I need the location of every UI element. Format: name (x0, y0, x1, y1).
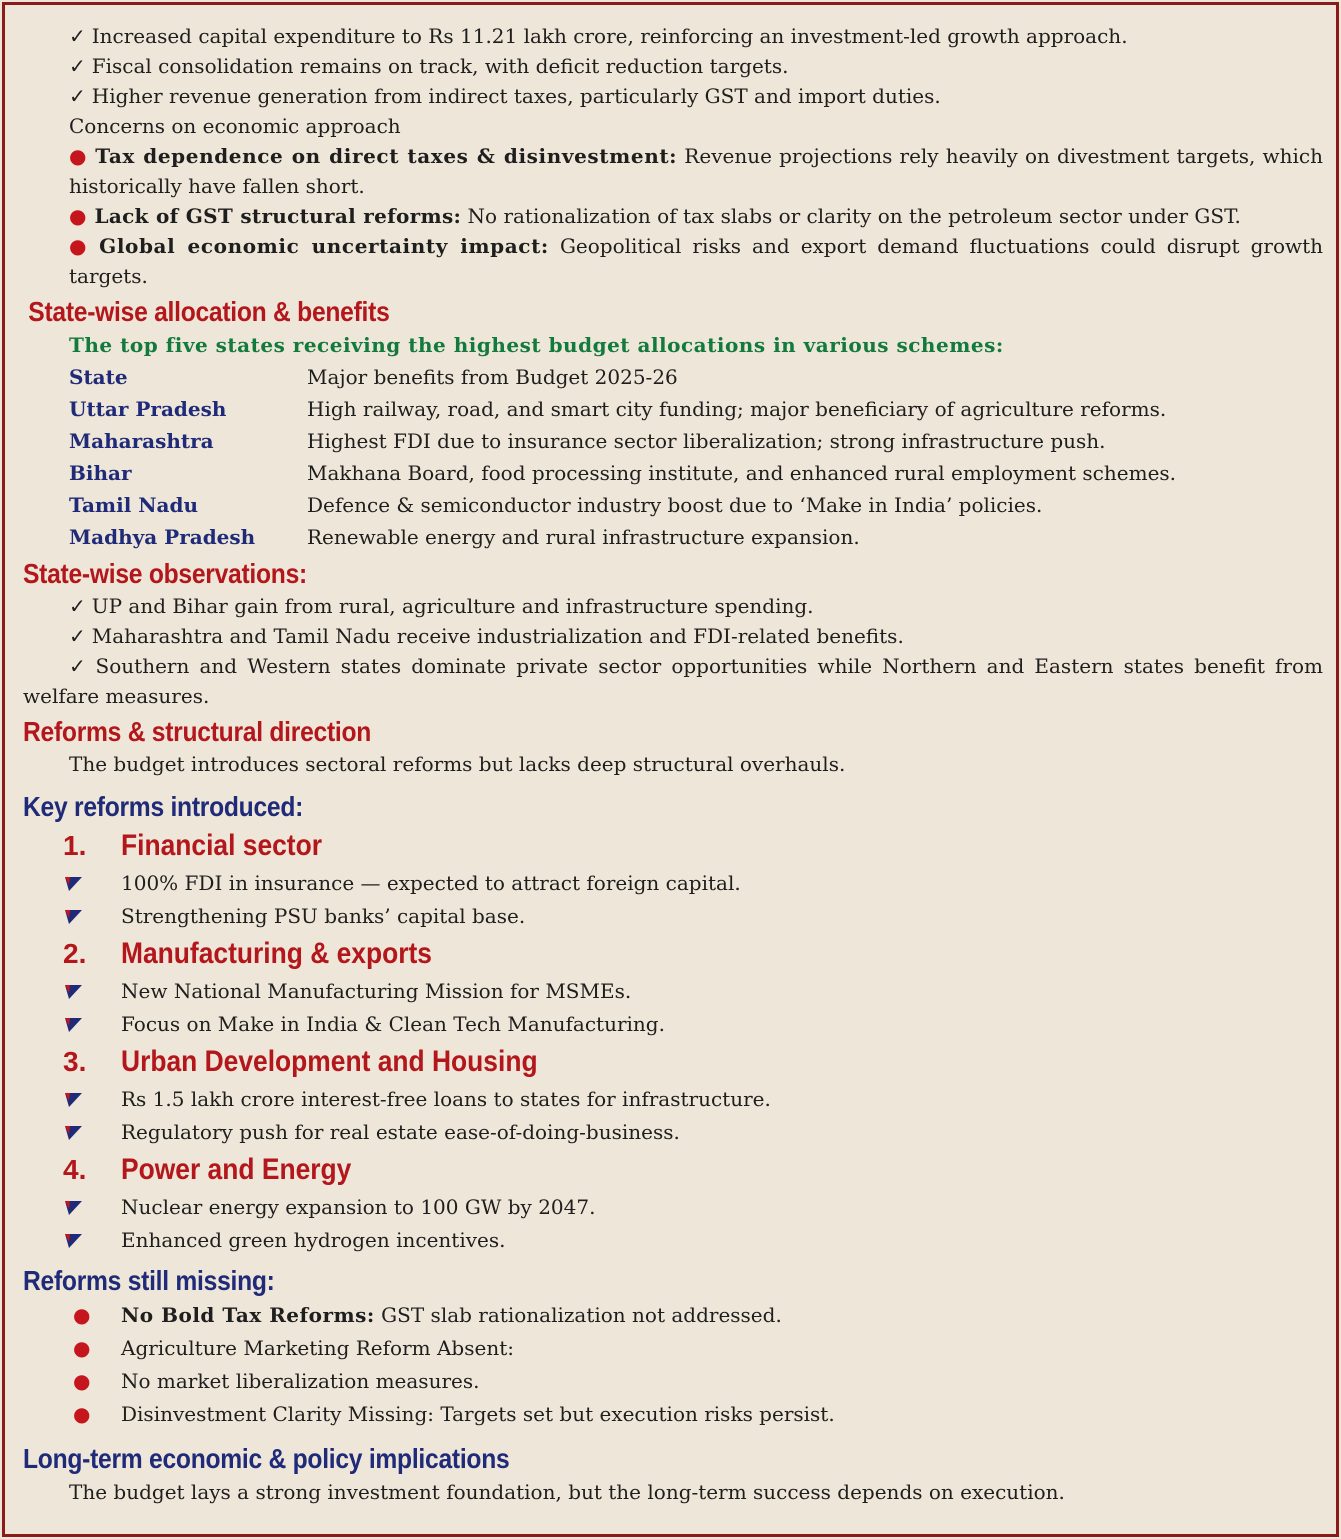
triangle-bullet-icon (65, 984, 121, 1000)
concerns-title: Concerns on economic approach (69, 114, 401, 138)
bullet-dot-icon: ● (69, 234, 92, 258)
missing-item: ● No market liberalization measures. (23, 1365, 1323, 1398)
triangle-bullet-icon (65, 909, 121, 925)
checkmark-icon: ✓ (69, 24, 86, 48)
checkmark-icon: ✓ (69, 54, 86, 78)
reform-section-heading (23, 1041, 1323, 1083)
reform-section-title: Power and Energy (121, 1153, 352, 1186)
reform-section-heading (23, 1149, 1323, 1191)
triangle-bullet-icon (65, 1233, 121, 1249)
reform-section-number: 4. (63, 1154, 87, 1185)
state-table-row (23, 457, 1323, 489)
section-heading-key-reforms: Key reforms introduced: (23, 791, 304, 822)
check-item: ✓ Maharashtra and Tamil Nadu receive industrialization and FDI-related benefits. (69, 624, 904, 648)
triangle-bullet-icon (65, 1092, 121, 1108)
reform-item-text: Rs 1.5 lakh crore interest-free loans to states for infrastructure. (121, 1087, 771, 1111)
reform-section-title: Manufacturing & exports (121, 937, 432, 970)
section-heading-state-allocation: State-wise allocation & benefits (28, 296, 390, 327)
state-benefit: Highest FDI due to insurance sector liberalization; strong infrastructure push. (307, 429, 1106, 453)
checkmark-icon: ✓ (69, 594, 86, 618)
state-benefit: High railway, road, and smart city funding; major beneficiary of agriculture reforms. (307, 397, 1167, 421)
check-item: ✓ Southern and Western states dominate private sector opportunities while Northern and Eastern states benefit from welfare measures. (23, 654, 1323, 708)
state-benefit: Defence & semiconductor industry boost due to ‘Make in India’ policies. (307, 493, 1043, 517)
state-benefit: Makhana Board, food processing institute, and enhanced rural employment schemes. (307, 461, 1177, 485)
missing-item: ● No Bold Tax Reforms: GST slab rationalization not addressed. (23, 1299, 1323, 1332)
state-name: Maharashtra (69, 429, 214, 453)
bullet-dot-icon: ● (73, 1336, 91, 1360)
reform-item-text: Enhanced green hydrogen incentives. (121, 1228, 506, 1252)
reform-item (23, 1224, 1323, 1257)
bullet-dot-icon: ● (73, 1402, 91, 1426)
reform-section-title: Financial sector (121, 829, 323, 862)
state-table-header (23, 361, 1323, 393)
check-item: ✓ Fiscal consolidation remains on track, with deficit reduction targets. (69, 54, 789, 78)
check-item: ✓ Increased capital expenditure to Rs 11.21 lakh crore, reinforcing an investment-led growth approach. (69, 24, 1128, 48)
bullet-dot-icon: ● (69, 204, 87, 228)
article-frame (2, 2, 1339, 1537)
state-name: Bihar (69, 461, 132, 485)
state-benefit: Renewable energy and rural infrastructure expansion. (307, 525, 860, 549)
section-heading-observations: State-wise observations: (23, 558, 307, 589)
triangle-bullet-icon (65, 876, 121, 892)
checkmark-icon: ✓ (69, 84, 86, 108)
reform-item-text: Regulatory push for real estate ease-of-doing-business. (121, 1120, 680, 1144)
state-table-row (23, 393, 1323, 425)
reform-item (23, 1008, 1323, 1041)
check-item: ✓ Higher revenue generation from indirect taxes, particularly GST and import duties. (69, 84, 941, 108)
bullet-dot-icon: ● (73, 1303, 91, 1327)
triangle-bullet-icon (65, 1200, 121, 1216)
reform-section-heading (23, 825, 1323, 867)
check-item: ✓ UP and Bihar gain from rural, agriculture and infrastructure spending. (69, 594, 814, 618)
section-heading-reforms: Reforms & structural direction (23, 716, 372, 747)
reform-section-number: 1. (63, 830, 87, 861)
reform-item (23, 867, 1323, 900)
concern-item: ● Tax dependence on direct taxes & disinvestment: Revenue projections rely heavily on divestment targets, which historically have fallen short. (69, 144, 1323, 198)
implications-text: The budget lays a strong investment foundation, but the long-term success depends on execution. (69, 1480, 1065, 1504)
reform-item (23, 1116, 1323, 1149)
missing-item: ● Agriculture Marketing Reform Absent: (23, 1332, 1323, 1365)
state-table-row (23, 521, 1323, 553)
state-name: Tamil Nadu (69, 493, 199, 517)
triangle-bullet-icon (65, 1017, 121, 1033)
checkmark-icon: ✓ (69, 654, 90, 678)
reform-item-text: 100% FDI in insurance — expected to attract foreign capital. (121, 871, 741, 895)
concern-item: ● Global economic uncertainty impact: Geopolitical risks and export demand fluctuations could disrupt growth targets. (69, 234, 1324, 288)
benefit-column-header: Major benefits from Budget 2025-26 (307, 365, 678, 389)
reforms-text: The budget introduces sectoral reforms but lacks deep structural overhauls. (69, 752, 846, 776)
reform-item-text: New National Manufacturing Mission for MSMEs. (121, 979, 632, 1003)
article-content (23, 5, 1323, 1507)
reform-section-heading (23, 933, 1323, 975)
reform-item-text: Strengthening PSU banks’ capital base. (121, 904, 526, 928)
concern-item: ● Lack of GST structural reforms: No rationalization of tax slabs or clarity on the petroleum sector under GST. (69, 204, 1241, 228)
key-reforms-list (23, 825, 1323, 1257)
state-name: Uttar Pradesh (69, 397, 227, 421)
reform-section-number: 3. (63, 1046, 87, 1077)
reform-item-text: Nuclear energy expansion to 100 GW by 2047. (121, 1195, 596, 1219)
bullet-dot-icon: ● (73, 1369, 91, 1393)
reform-section-title: Urban Development and Housing (121, 1045, 538, 1078)
section-heading-missing: Reforms still missing: (23, 1265, 275, 1296)
bullet-dot-icon: ● (69, 144, 88, 168)
checkmark-icon: ✓ (69, 624, 86, 648)
reform-item (23, 1191, 1323, 1224)
state-table-row (23, 425, 1323, 457)
state-table-subheading: The top five states receiving the highest budget allocations in various schemes: (69, 333, 1004, 357)
reform-section-number: 2. (63, 938, 87, 969)
state-name: Madhya Pradesh (69, 525, 256, 549)
reform-item-text: Focus on Make in India & Clean Tech Manufacturing. (121, 1012, 665, 1036)
state-table-row (23, 489, 1323, 521)
state-column-header: State (69, 365, 128, 389)
reform-item (23, 900, 1323, 933)
section-heading-implications: Long-term economic & policy implications (23, 1443, 510, 1474)
reform-item (23, 975, 1323, 1008)
missing-item: ● Disinvestment Clarity Missing: Targets set but execution risks persist. (23, 1398, 1323, 1431)
reform-item (23, 1083, 1323, 1116)
triangle-bullet-icon (65, 1125, 121, 1141)
